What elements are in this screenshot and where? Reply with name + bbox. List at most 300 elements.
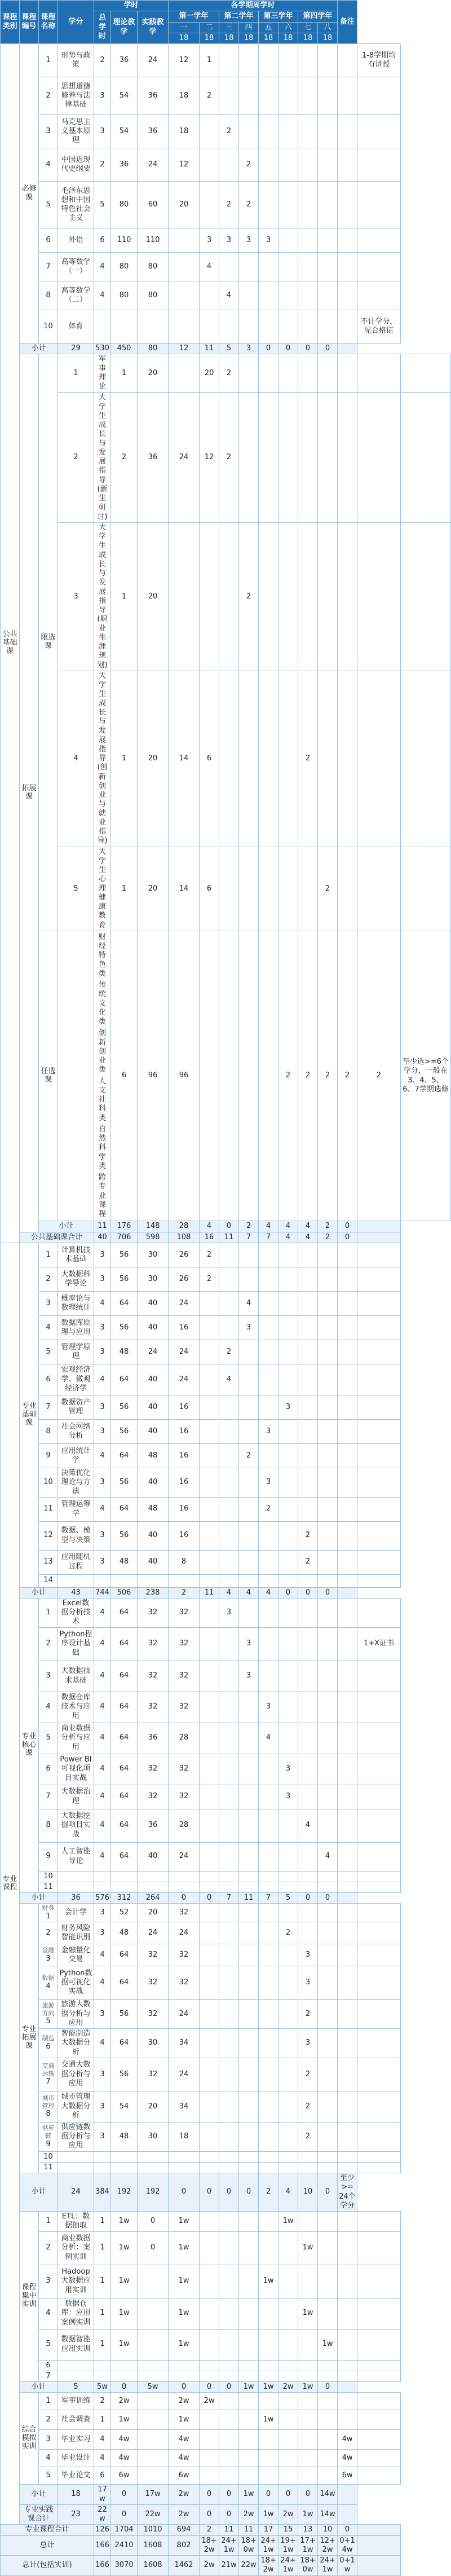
theory-hours: 36 <box>138 1723 169 1754</box>
semester-hours: 4 <box>278 2173 298 2212</box>
theory-hours: 0 <box>138 2231 169 2265</box>
semester-hours: 4 <box>298 1221 318 1232</box>
semester-hours <box>200 281 219 310</box>
semester-hours <box>338 228 357 253</box>
credit: 4 <box>94 281 111 310</box>
semester-hours <box>219 1267 239 1291</box>
semester-hours: 2w <box>278 2504 298 2525</box>
semester-hours <box>298 1291 318 1315</box>
semester-hours <box>338 1882 357 1892</box>
table-row <box>1 1291 451 1315</box>
table-row <box>1 1574 451 1587</box>
semester-hours: 2w <box>169 2504 200 2525</box>
semester-hours <box>239 2371 259 2381</box>
semester-hours <box>259 2162 278 2173</box>
semester-hours <box>338 1443 357 1468</box>
semester-hours: 2w <box>239 2504 259 2525</box>
course-name: 管理运筹学 <box>58 1497 94 1521</box>
semester-hours <box>259 1627 278 1661</box>
semester-hours <box>239 77 259 115</box>
practice-hours <box>169 2162 200 2173</box>
practice-hours: 32 <box>169 1785 200 1809</box>
category-label: 专业课程 <box>1 1243 20 2525</box>
theory-hours: 1608 <box>138 2556 169 2576</box>
note <box>357 1809 401 1842</box>
table-row <box>1 1809 451 1842</box>
credit: 29 <box>58 344 94 354</box>
total-hours: 744 <box>94 1587 111 1598</box>
semester-hours <box>318 1966 338 2000</box>
semester-hours <box>219 522 239 671</box>
semester-hours: 2 <box>278 1922 298 1944</box>
semester-hours <box>278 1661 298 1692</box>
semester-hours <box>298 77 318 115</box>
course-code: 7 <box>39 253 58 281</box>
total-hours: 36 <box>138 393 169 523</box>
semester-hours: 4w <box>338 2430 357 2450</box>
semester-hours <box>259 1243 278 1267</box>
semester-hours <box>219 44 239 77</box>
theory-hours <box>138 2162 169 2173</box>
total-hours: 64 <box>111 1291 138 1315</box>
semester-hours: 2 <box>357 931 401 1221</box>
course-code: 5 <box>39 2467 58 2485</box>
note <box>357 77 401 115</box>
theory-hours: 24 <box>138 44 169 77</box>
semester-hours <box>318 1364 338 1395</box>
semester-hours <box>338 148 357 182</box>
semester-hours <box>278 2393 298 2410</box>
practice-hours: 238 <box>138 1587 169 1598</box>
semester-hours <box>259 2467 278 2485</box>
credit: 4 <box>94 2029 111 2058</box>
semester-hours: 1w <box>278 2212 298 2232</box>
total-hours: 56 <box>111 1315 138 1340</box>
semester-hours <box>219 2450 239 2467</box>
semester-hours <box>318 1882 338 1892</box>
semester-hours <box>278 1468 298 1497</box>
practice-hours: 18 <box>169 2122 200 2151</box>
theory-hours: 0 <box>111 2382 138 2393</box>
header-row <box>1 1 451 11</box>
total-hours: 64 <box>111 1723 138 1754</box>
semester-hours <box>318 1521 338 1550</box>
course-name: Hadoop大数据应用实训 <box>58 2265 94 2298</box>
total-hours: 6w <box>111 2467 138 2485</box>
category-label: 公共基础课 <box>1 44 20 1243</box>
theory-hours: 32 <box>138 1598 169 1627</box>
credit: 2 <box>94 44 111 77</box>
course-name: 概率论与数理统计 <box>58 1291 94 1315</box>
course-code: 5 <box>58 847 94 931</box>
semester-hours <box>338 1395 357 1419</box>
table-row <box>1 1723 451 1754</box>
course-code: 5 <box>39 1723 58 1754</box>
semester-hours <box>318 2151 338 2162</box>
semester-hours <box>298 2430 318 2450</box>
course-name: 供应链数据分析与应用 <box>58 2122 94 2151</box>
semester-hours <box>338 44 357 77</box>
subcategory-label: 限选课 <box>39 354 58 931</box>
subtotal-row <box>1 1893 451 1904</box>
course-code <box>39 2000 58 2029</box>
semester-hours <box>239 1922 259 1944</box>
semester-hours <box>318 2091 338 2122</box>
semester-hours <box>259 115 278 148</box>
table-row <box>1 77 451 115</box>
semester-hours <box>278 182 298 228</box>
course-name: 形势与政策 <box>58 44 94 77</box>
semester-hours <box>278 1723 298 1754</box>
semester-hours <box>318 2231 338 2265</box>
course-name: 应用统计学 <box>58 1443 94 1468</box>
semester-hours <box>219 1904 239 1922</box>
semester-hours: 3 <box>239 1627 259 1661</box>
total-hours: 64 <box>111 1364 138 1395</box>
course-code <box>39 2058 58 2091</box>
course-name: ETL：数据抽取 <box>58 2212 94 2232</box>
semester-hours: 11 <box>219 1232 239 1243</box>
total-hours: 36 <box>111 44 138 77</box>
semester-hours <box>259 1315 278 1340</box>
semester-hours <box>278 2151 298 2162</box>
subtotal-label: 专业实践课合计 <box>20 2504 58 2525</box>
semester-hours <box>259 2212 278 2232</box>
course-code: 13 <box>39 1550 58 1574</box>
semester-hours: 3 <box>298 1966 318 2000</box>
table-row <box>1 1468 451 1497</box>
practice-hours: 22w <box>138 2504 169 2525</box>
note <box>357 1521 401 1550</box>
semester-hours <box>278 148 298 182</box>
total-hours: 54 <box>111 2091 138 2122</box>
semester-hours <box>259 2091 278 2122</box>
credit: 3 <box>94 2091 111 2122</box>
credit: 4 <box>94 1692 111 1723</box>
total-hours: 1w <box>111 2212 138 2232</box>
credit: 5 <box>58 2382 94 2393</box>
course-code-value: 5 <box>46 2017 51 2026</box>
semester-hours <box>338 1364 357 1395</box>
semester-hours: 16 <box>200 1232 219 1243</box>
semester-hours <box>318 253 338 281</box>
note <box>338 2485 357 2505</box>
semester-hours <box>298 1315 318 1340</box>
note <box>357 2122 401 2151</box>
credit: 1 <box>111 522 138 671</box>
subtotal-row <box>1 1587 451 1598</box>
theory-hours: 40 <box>138 1364 169 1395</box>
table-row <box>1 1315 451 1340</box>
course-name: 金融量化交易 <box>58 1944 94 1966</box>
total-row <box>1 2556 451 2576</box>
course-code: 8 <box>39 281 58 310</box>
theory-hours <box>138 2450 169 2467</box>
total-hours: 1w <box>111 2298 138 2329</box>
semester-hours <box>239 1468 259 1497</box>
semester-hours: 2w <box>278 2382 298 2393</box>
semester-hours <box>278 1966 298 2000</box>
semester-hours <box>259 522 278 671</box>
course-code <box>39 2122 58 2151</box>
semester-hours <box>200 1598 219 1627</box>
semester-hours: 3 <box>200 228 219 253</box>
semester-hours <box>259 2298 278 2329</box>
note <box>357 1497 401 1521</box>
subtotal-label: 公共基础课合计 <box>20 1232 94 1243</box>
credit: 1 <box>94 2212 111 2232</box>
credit: 43 <box>58 1587 94 1598</box>
credit: 3 <box>94 2000 111 2029</box>
table-row <box>1 44 451 77</box>
course-code: 4 <box>39 1315 58 1340</box>
semester-hours <box>298 148 318 182</box>
semester-hours <box>298 1871 318 1882</box>
semester-hours <box>298 1598 318 1627</box>
semester-hours <box>338 393 357 523</box>
subcategory-label: 专业基础课 <box>20 1243 39 1587</box>
course-code: 6 <box>39 228 58 253</box>
course-name: 大数据挖掘项目实战 <box>58 1809 94 1842</box>
semester-hours <box>338 2212 357 2232</box>
total-hours <box>111 1871 138 1882</box>
semester-hours <box>239 1521 259 1550</box>
practice-hours: 6w <box>169 2467 200 2485</box>
credit: 3 <box>94 1395 111 1419</box>
course-code: 7 <box>39 2371 58 2381</box>
semester-hours <box>200 2430 219 2450</box>
total-hours: 1w <box>111 2231 138 2265</box>
credit: 3 <box>94 1267 111 1291</box>
course-name: 城市管理大数据分析 <box>58 2091 94 2122</box>
theory-hours: 32 <box>138 2000 169 2029</box>
credit: 4 <box>94 1497 111 1521</box>
table-row <box>1 1364 451 1395</box>
semester-hours <box>219 1419 239 1443</box>
semester-hours: 4 <box>259 1587 278 1598</box>
semester-hours <box>259 931 278 1221</box>
semester-hours <box>259 1966 278 2000</box>
table-row <box>1 2410 451 2430</box>
table-row <box>1 1661 451 1692</box>
semester-hours <box>298 1754 318 1785</box>
course-code-value: 7 <box>46 2077 51 2086</box>
semester-hours: 10 <box>318 2525 338 2535</box>
semester-hours <box>318 2212 338 2232</box>
semester-hours <box>298 2212 318 2232</box>
course-name: Power BI可视化项目实战 <box>58 1754 94 1785</box>
note <box>357 2535 401 2556</box>
course-name: 社会网络分析 <box>58 1419 94 1443</box>
total-hours: 17w <box>94 2485 111 2505</box>
semester-hours <box>259 253 278 281</box>
course-name: 交通大数据分析与应用 <box>58 2058 94 2091</box>
course-name: 毕业设计 <box>58 2450 94 2467</box>
credit: 4 <box>94 253 111 281</box>
semester-hours <box>239 1340 259 1364</box>
course-name: 大数据科学导论 <box>58 1267 94 1291</box>
total-hours: 56 <box>111 1267 138 1291</box>
total-hours: 48 <box>111 1550 138 1574</box>
theory-hours: 0 <box>138 2212 169 2232</box>
practice-hours: 12 <box>169 44 200 77</box>
practice-hours: 32 <box>169 1692 200 1723</box>
header-weeks: 18 <box>318 33 338 43</box>
total-hours <box>111 2162 138 2173</box>
semester-hours <box>219 1550 239 1574</box>
semester-hours: 2 <box>219 182 239 228</box>
course-name <box>58 2151 94 2162</box>
semester-hours <box>219 1574 239 1587</box>
semester-hours <box>278 1842 298 1871</box>
table-row <box>1 1243 451 1267</box>
direction-label: 金融 <box>42 1947 55 1954</box>
table-row <box>1 2000 451 2029</box>
semester-hours: 1w <box>318 2329 338 2360</box>
course-code: 4 <box>39 2450 58 2467</box>
practice-hours: 20 <box>169 182 200 228</box>
course-name: 智能制造大数据分析 <box>58 2029 94 2058</box>
table-row <box>1 182 451 228</box>
semester-hours <box>318 1395 338 1419</box>
course-name: 军事理论 <box>94 354 111 393</box>
credit: 5 <box>94 182 111 228</box>
semester-hours: 0 <box>298 1587 318 1598</box>
course-code: 4 <box>39 1692 58 1723</box>
course-code: 2 <box>39 77 58 115</box>
theory-hours <box>138 2371 169 2381</box>
table-row <box>1 2467 451 2485</box>
semester-hours <box>278 1882 298 1892</box>
semester-hours: 3 <box>239 1661 259 1692</box>
semester-hours <box>259 2029 278 2058</box>
course-code: 6 <box>39 1754 58 1785</box>
semester-hours: 0+14w <box>338 2535 357 2556</box>
semester-hours <box>200 1809 219 1842</box>
semester-hours <box>338 1842 357 1871</box>
header-semester: 七 <box>298 22 318 33</box>
subtotal-row <box>1 1221 451 1232</box>
semester-hours: 0 <box>219 2504 239 2525</box>
course-code <box>39 1966 58 2000</box>
course-name: 数据仓库技术与应用 <box>58 1692 94 1723</box>
semester-hours <box>259 393 278 523</box>
note <box>357 1221 401 1232</box>
semester-hours <box>239 354 259 393</box>
semester-hours <box>298 2393 318 2410</box>
practice-hours: 4w <box>169 2430 200 2450</box>
semester-hours: 18+2w <box>259 2556 278 2576</box>
table-row <box>1 115 451 148</box>
note <box>357 1842 401 1871</box>
note <box>357 253 401 281</box>
practice-hours: 16 <box>169 1497 200 1521</box>
course-name: Python程序设计基础 <box>58 1627 94 1661</box>
note <box>401 393 451 523</box>
credit: 36 <box>58 1893 94 1904</box>
semester-hours <box>357 522 401 671</box>
semester-hours: 3 <box>278 1785 298 1809</box>
semester-hours <box>200 1785 219 1809</box>
semester-hours <box>318 2371 338 2381</box>
semester-hours <box>200 1443 219 1468</box>
semester-hours: 0 <box>219 2173 239 2212</box>
course-code <box>39 1904 58 1922</box>
course-name: 会计学 <box>58 1904 94 1922</box>
course-name: 大数据技术基础 <box>58 1661 94 1692</box>
semester-hours <box>259 1754 278 1785</box>
semester-hours <box>278 1550 298 1574</box>
practice-hours: 4w <box>169 2450 200 2467</box>
semester-hours <box>259 2058 278 2091</box>
note <box>338 344 357 354</box>
subtotal-row <box>1 344 451 354</box>
semester-hours <box>318 1904 338 1922</box>
table-row <box>1 2091 451 2122</box>
course-code: 4 <box>58 671 94 847</box>
note <box>357 2430 401 2450</box>
course-name: 大学生成长与发展指导(职业生涯规划) <box>94 522 111 671</box>
semester-hours <box>259 2231 278 2265</box>
semester-hours <box>200 2231 219 2265</box>
semester-hours <box>318 2430 338 2450</box>
semester-hours <box>338 1419 357 1443</box>
subtotal-label: 小计 <box>20 2382 58 2393</box>
theory-hours: 1010 <box>138 2525 169 2535</box>
theory-hours: 32 <box>138 2058 169 2091</box>
semester-hours <box>219 1754 239 1785</box>
semester-hours <box>259 2151 278 2162</box>
table-row <box>1 354 451 393</box>
semester-hours <box>338 182 357 228</box>
semester-hours <box>239 115 259 148</box>
semester-hours <box>298 1340 318 1364</box>
semester-hours <box>338 2371 357 2381</box>
credit: 1 <box>111 671 138 847</box>
semester-hours: 2 <box>200 2525 219 2535</box>
total-hours: 56 <box>111 1243 138 1267</box>
semester-hours <box>200 2091 219 2122</box>
semester-hours <box>318 1340 338 1364</box>
note <box>357 1443 401 1468</box>
semester-hours <box>239 931 259 1221</box>
total-hours: 20 <box>138 847 169 931</box>
semester-hours <box>200 1692 219 1723</box>
semester-hours <box>200 1315 219 1340</box>
semester-hours: 22w <box>239 2556 259 2576</box>
theory-hours: 32 <box>138 1966 169 2000</box>
semester-hours <box>200 2467 219 2485</box>
semester-hours: 1w <box>298 2382 318 2393</box>
semester-hours <box>278 2360 298 2371</box>
semester-hours <box>239 2058 259 2091</box>
theory-hours <box>138 2298 169 2329</box>
semester-hours <box>219 1315 239 1340</box>
semester-hours <box>219 1842 239 1871</box>
semester-hours: 7 <box>219 1893 239 1904</box>
course-name: 数据智能应用实训 <box>58 2329 94 2360</box>
theory-hours: 60 <box>138 182 169 228</box>
semester-hours <box>278 522 298 671</box>
note <box>357 2000 401 2029</box>
theory-hours <box>138 1871 169 1882</box>
direction-label: 旅游方向 <box>42 2001 55 2017</box>
semester-hours: 4 <box>278 1221 298 1232</box>
practice-hours: 2w <box>169 2393 200 2410</box>
semester-hours <box>338 1315 357 1340</box>
semester-hours <box>239 2329 259 2360</box>
total-hours: 110 <box>111 228 138 253</box>
